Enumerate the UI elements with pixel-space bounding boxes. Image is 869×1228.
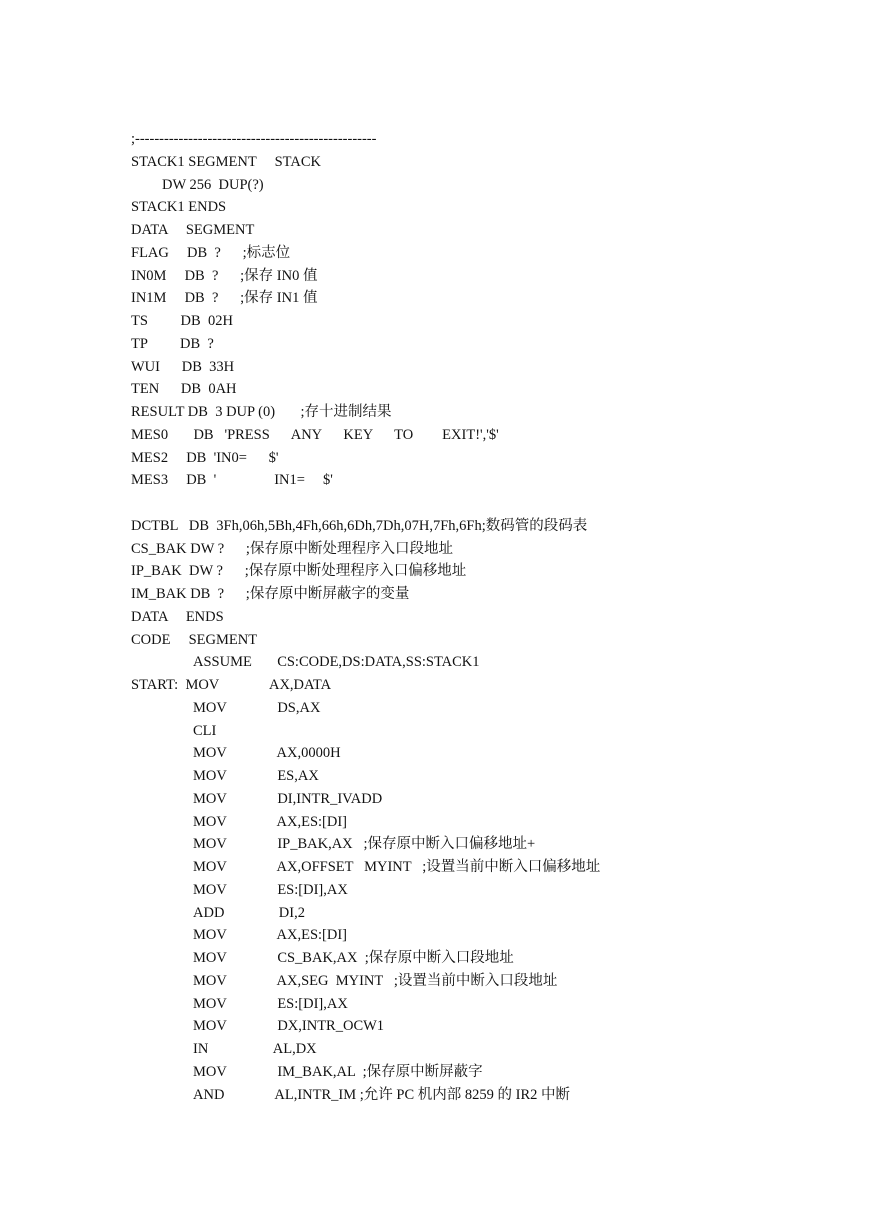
- code-line: MOV IM_BAK,AL ;保存原中断屏蔽字: [193, 1064, 483, 1080]
- code-line: MOV AX,OFFSET MYINT ;设置当前中断入口偏移地址: [193, 859, 601, 875]
- code-line: MOV AX,SEG MYINT ;设置当前中断入口段地址: [193, 973, 558, 989]
- code-line: ASSUME CS:CODE,DS:DATA,SS:STACK1: [193, 654, 480, 670]
- code-line: TEN DB 0AH: [131, 381, 237, 397]
- code-line: CODE SEGMENT: [131, 632, 258, 648]
- code-line: CS_BAK DW ? ;保存原中断处理程序入口段地址: [131, 541, 453, 557]
- code-line: FLAG DB ? ;标志位: [131, 245, 291, 261]
- code-line: AND AL,INTR_IM ;允许 PC 机内部 8259 的 IR2 中断: [193, 1087, 571, 1103]
- code-line: MES2 DB 'IN0= $': [131, 450, 279, 466]
- code-line: MOV ES,AX: [193, 768, 319, 784]
- code-line: TS DB 02H: [131, 313, 233, 329]
- code-line: STACK1 SEGMENT STACK: [131, 154, 321, 170]
- code-line: MES0 DB 'PRESS ANY KEY TO EXIT!','$': [131, 427, 499, 443]
- code-line: DCTBL DB 3Fh,06h,5Bh,4Fh,66h,6Dh,7Dh,07H,7Fh,6Fh;数码管的段码表: [131, 518, 588, 534]
- code-line: MOV IP_BAK,AX ;保存原中断入口偏移地址+: [193, 836, 536, 852]
- code-line: MOV AX,0000H: [193, 745, 341, 761]
- code-line: IP_BAK DW ? ;保存原中断处理程序入口偏移地址: [131, 563, 467, 579]
- code-line: CLI: [193, 723, 217, 739]
- code-line: RESULT DB 3 DUP (0) ;存十进制结果: [131, 404, 392, 420]
- code-line: WUI DB 33H: [131, 359, 235, 375]
- code-line: MES3 DB ' IN1= $': [131, 472, 333, 488]
- code-line: STACK1 ENDS: [131, 199, 227, 215]
- code-line: ADD DI,2: [193, 905, 305, 921]
- code-line: IN AL,DX: [193, 1041, 317, 1057]
- code-line: MOV CS_BAK,AX ;保存原中断入口段地址: [193, 950, 514, 966]
- code-line: IM_BAK DB ? ;保存原中断屏蔽字的变量: [131, 586, 410, 602]
- code-line: MOV ES:[DI],AX: [193, 882, 348, 898]
- code-line: ;--------------------------------------------------: [131, 131, 377, 147]
- code-line: START: MOV AX,DATA: [131, 677, 332, 693]
- code-line: MOV AX,ES:[DI]: [193, 927, 347, 943]
- code-line: MOV AX,ES:[DI]: [193, 814, 347, 830]
- code-line: MOV DX,INTR_OCW1: [193, 1018, 385, 1034]
- code-line: DW 256 DUP(?): [162, 177, 264, 193]
- code-line: MOV DS,AX: [193, 700, 321, 716]
- code-line: IN1M DB ? ;保存 IN1 值: [131, 290, 318, 306]
- code-line: DATA ENDS: [131, 609, 224, 625]
- code-line: TP DB ?: [131, 336, 214, 352]
- code-line: DATA SEGMENT: [131, 222, 255, 238]
- code-line: IN0M DB ? ;保存 IN0 值: [131, 268, 318, 284]
- code-line: MOV ES:[DI],AX: [193, 996, 348, 1012]
- code-line: MOV DI,INTR_IVADD: [193, 791, 383, 807]
